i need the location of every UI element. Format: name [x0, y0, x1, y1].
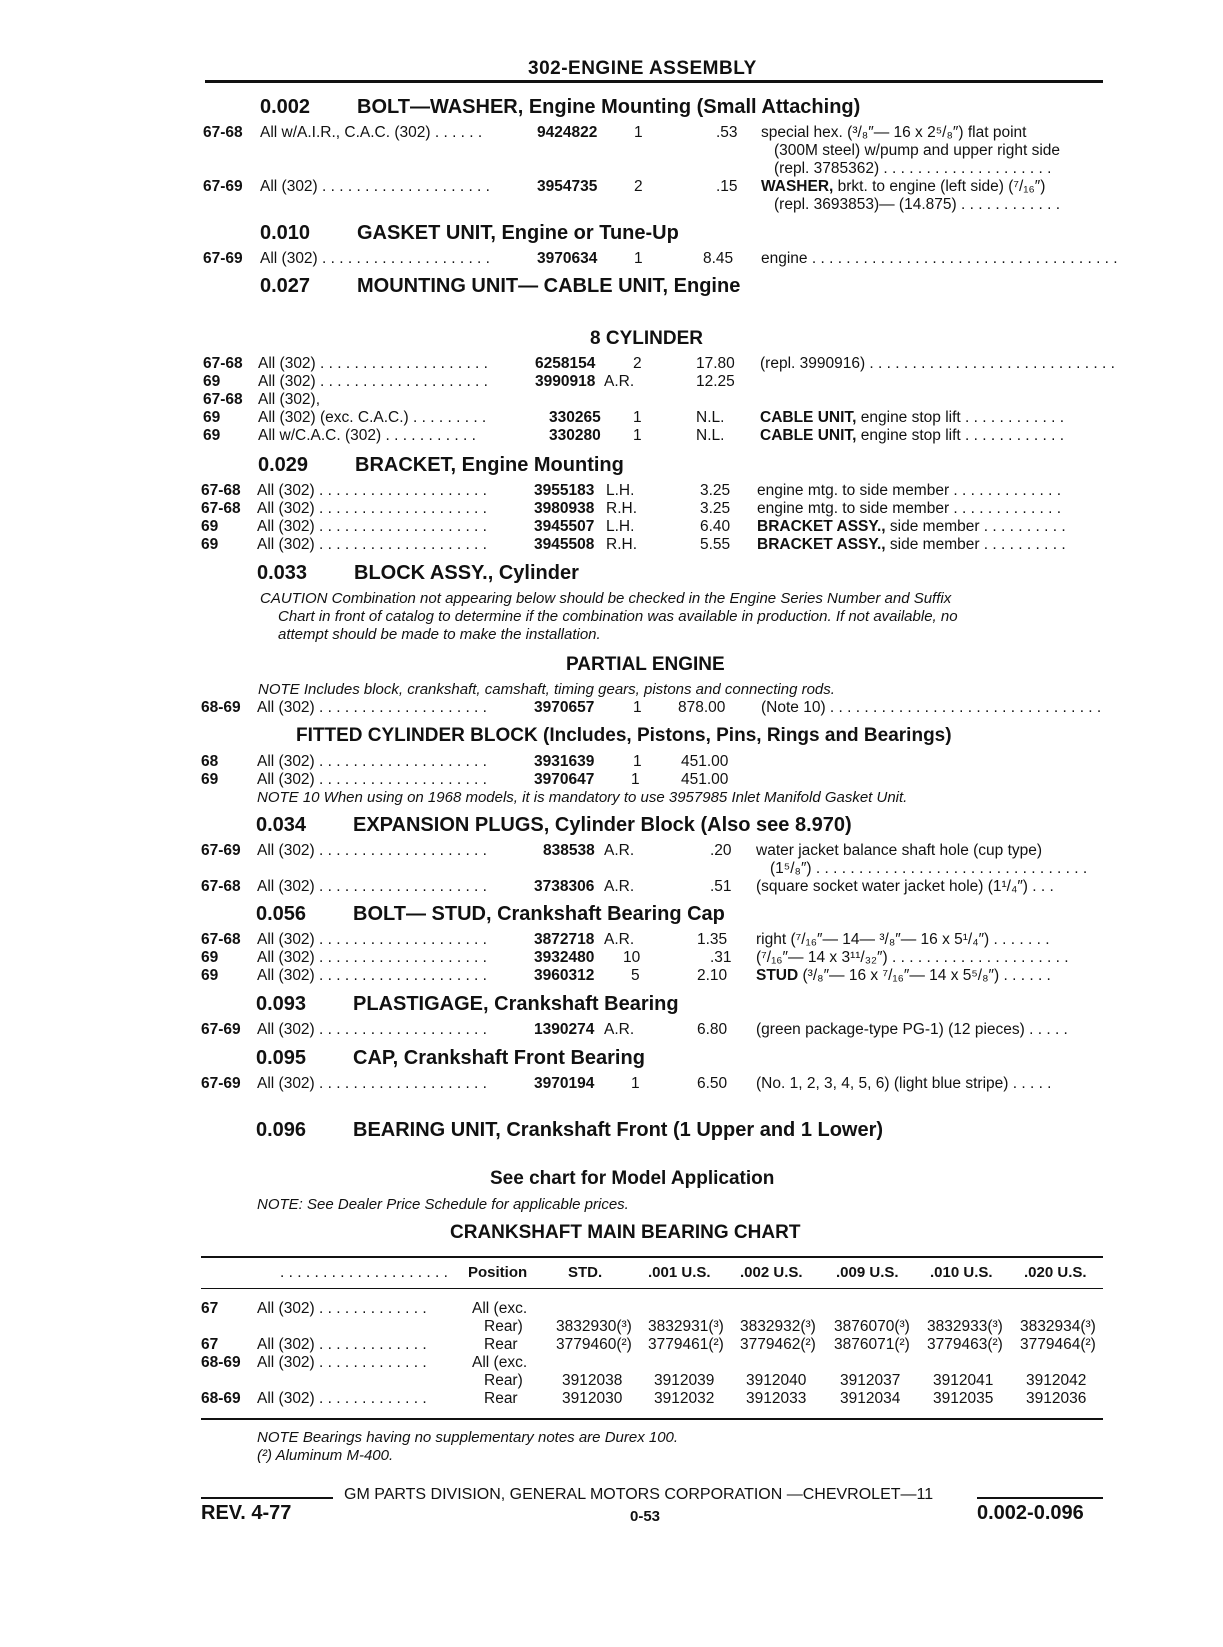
- row-year: 69: [201, 949, 219, 966]
- chart-header-dots: . . . . . . . . . . . . . . . . . . . .: [280, 1264, 448, 1281]
- row-application: All w/A.I.R., C.A.C. (302) . . . . . .: [260, 124, 483, 141]
- row-part-number: 330280: [549, 427, 601, 444]
- row-part-number: 330265: [549, 409, 601, 426]
- row-price: 5.55: [700, 536, 731, 553]
- row-year: 69: [201, 967, 219, 984]
- row-price: .31: [710, 949, 732, 966]
- row-application: All (302) . . . . . . . . . . . . . . . . . . . .: [258, 355, 488, 372]
- row-part-number: 838538: [543, 842, 595, 859]
- chart-cell: 3779463(²): [927, 1336, 1003, 1353]
- chart-top-rule: [201, 1256, 1103, 1258]
- row-description: [761, 178, 1045, 196]
- chart-cell: 3912038: [562, 1372, 623, 1389]
- row-application: All (302) . . . . . . . . . . . . . . . . . . . .: [257, 500, 487, 517]
- row-part-number: 3970194: [534, 1075, 595, 1092]
- row-application: All (302) . . . . . . . . . . . . . . . . . . . .: [257, 842, 487, 859]
- chart-header-020: .020 U.S.: [1024, 1264, 1087, 1281]
- chart-cell: 3832931(³): [648, 1318, 724, 1335]
- chart-cell: 3832933(³): [927, 1318, 1003, 1335]
- row-description-bold: CABLE UNIT,: [760, 427, 857, 444]
- row-application: All (302) . . . . . . . . . . . . . . . . . . . .: [257, 967, 487, 984]
- chart-row-year: 68-69: [201, 1354, 241, 1371]
- row-price: 17.80: [696, 355, 735, 372]
- row-quantity: 1: [633, 753, 642, 770]
- row-description: (⁷/₁₆″— 14 x 3¹¹/₃₂″) . . . . . . . . . . . . . . . . . . . . .: [756, 949, 1069, 966]
- row-description: special hex. (³/₈″— 16 x 2⁵/₈″) flat point: [761, 124, 1027, 141]
- chart-row-position-cont: Rear): [484, 1372, 523, 1389]
- row-part-number: 9424822: [537, 124, 598, 141]
- chart-header-010: .010 U.S.: [930, 1264, 993, 1281]
- caution-note-cont: attempt should be made to make the installation.: [278, 626, 601, 643]
- row-price: 1.35: [697, 931, 728, 948]
- row-part-number: 3980938: [534, 500, 595, 517]
- row-application: All (302) . . . . . . . . . . . . . . . . . . . .: [257, 1021, 487, 1038]
- section-number: 0.027: [260, 275, 311, 297]
- chart-cell: 3912039: [654, 1372, 715, 1389]
- chart-cell: 3779460(²): [556, 1336, 632, 1353]
- chart-cell: 3912041: [933, 1372, 994, 1389]
- chart-cell: 3912034: [840, 1390, 901, 1407]
- row-application: All (302) . . . . . . . . . . . . . . . . . . . .: [260, 178, 490, 195]
- chart-cell: 3912042: [1026, 1372, 1087, 1389]
- chart-cell: 3779462(²): [740, 1336, 816, 1353]
- row-part-number: 3960312: [534, 967, 595, 984]
- bearing-footnote: (²) Aluminum M-400.: [257, 1447, 394, 1464]
- chart-cell: 3779464(²): [1020, 1336, 1096, 1353]
- row-application: All (302) . . . . . . . . . . . . . . . . . . . .: [257, 536, 487, 553]
- row-part-number: 1390274: [534, 1021, 595, 1038]
- chart-header-002: .002 U.S.: [740, 1264, 803, 1281]
- row-description: (No. 1, 2, 3, 4, 5, 6) (light blue stripe) . . . . .: [756, 1075, 1052, 1092]
- chart-cell: 3912037: [840, 1372, 901, 1389]
- chart-row-position: All (exc.: [472, 1300, 528, 1317]
- row-price: .20: [710, 842, 732, 859]
- row-part-number: 6258154: [535, 355, 596, 372]
- chart-cell: 3912030: [562, 1390, 623, 1407]
- row-price: 6.50: [697, 1075, 728, 1092]
- subheading: 8 CYLINDER: [590, 328, 703, 349]
- chart-row-year: 67: [201, 1300, 219, 1317]
- row-price: 8.45: [703, 250, 734, 267]
- row-description: (repl. 3990916) . . . . . . . . . . . . . . . . . . . . . . . . . . . . .: [760, 355, 1115, 372]
- row-price: 2.10: [697, 967, 728, 984]
- row-application: All (302) . . . . . . . . . . . . . . . . . . . .: [257, 482, 487, 499]
- row-quantity: A.R.: [604, 878, 635, 895]
- row-application: All (302) . . . . . . . . . . . . . . . . . . . .: [257, 753, 487, 770]
- footer-rule-left: [201, 1497, 333, 1499]
- section-title: EXPANSION PLUGS, Cylinder Block (Also see 8.970): [353, 814, 852, 836]
- row-description-cont: (repl. 3785362) . . . . . . . . . . . . . . . . . . . .: [774, 160, 1052, 177]
- row-description-text: engine stop lift . . . . . . . . . . . .: [856, 427, 1065, 444]
- row-part-number: 3872718: [534, 931, 595, 948]
- row-description-text: brkt. to engine (left side) (⁷/₁₆″): [833, 178, 1046, 195]
- section-number: 0.095: [256, 1047, 307, 1069]
- row-application: All (302) . . . . . . . . . . . . . . . . . . . .: [260, 250, 490, 267]
- row-application: All (302),: [258, 391, 321, 408]
- subheading: See chart for Model Application: [490, 1168, 775, 1189]
- section-title: MOUNTING UNIT— CABLE UNIT, Engine: [357, 275, 741, 297]
- page-number: 0-53: [630, 1508, 661, 1525]
- row-description: (square socket water jacket hole) (1¹/₄″) . . .: [756, 878, 1054, 895]
- row-description: [757, 518, 1066, 536]
- chart-cell: 3912035: [933, 1390, 994, 1407]
- chart-row-year: 68-69: [201, 1390, 241, 1407]
- chart-cell: 3876070(³): [834, 1318, 910, 1335]
- row-price: 3.25: [700, 500, 731, 517]
- row-price: 6.40: [700, 518, 731, 535]
- row-year: 67-68: [203, 355, 243, 372]
- row-application: All (302) . . . . . . . . . . . . . . . . . . . .: [257, 771, 487, 788]
- header-rule: [205, 80, 1103, 83]
- chart-row-position-cont: Rear): [484, 1318, 523, 1335]
- row-year: 67-68: [201, 500, 241, 517]
- page-title: 302-ENGINE ASSEMBLY: [528, 58, 757, 79]
- row-year: 68-69: [201, 699, 241, 716]
- footer-rule-right: [977, 1497, 1103, 1499]
- chart-header-001: .001 U.S.: [648, 1264, 711, 1281]
- chart-row-position: Rear: [484, 1390, 518, 1407]
- row-quantity: R.H.: [606, 500, 637, 517]
- section-number: 0.033: [257, 562, 308, 584]
- row-part-number: 3955183: [534, 482, 595, 499]
- row-price: 3.25: [700, 482, 731, 499]
- chart-cell: 3832930(³): [556, 1318, 632, 1335]
- section-title: PLASTIGAGE, Crankshaft Bearing: [353, 993, 679, 1015]
- chart-cell: 3832932(³): [740, 1318, 816, 1335]
- row-year: 69: [201, 536, 219, 553]
- chart-row-position: All (exc.: [472, 1354, 528, 1371]
- chart-bottom-rule: [201, 1418, 1103, 1420]
- chart-cell: 3912040: [746, 1372, 807, 1389]
- row-quantity: 1: [634, 250, 643, 267]
- row-quantity: A.R.: [604, 931, 635, 948]
- row-description: [760, 427, 1064, 445]
- chart-header-std: STD.: [568, 1264, 603, 1281]
- row-price: .53: [716, 124, 738, 141]
- row-year: 69: [201, 771, 219, 788]
- chart-row-application: All (302) . . . . . . . . . . . . .: [257, 1354, 427, 1371]
- chart-row-application: All (302) . . . . . . . . . . . . .: [257, 1336, 427, 1353]
- row-description: water jacket balance shaft hole (cup type): [756, 842, 1043, 859]
- row-description: [760, 409, 1064, 427]
- row-year: 68: [201, 753, 219, 770]
- partial-note: NOTE Includes block, crankshaft, camshaft, timing gears, pistons and connecting rods.: [258, 681, 835, 698]
- row-description-text: (³/₈″— 16 x ⁷/₁₆″— 14 x 5⁵/₈″) . . . . . .: [798, 967, 1051, 984]
- chart-cell: 3912033: [746, 1390, 807, 1407]
- row-description-cont: (repl. 3693853)— (14.875) . . . . . . . . . . . .: [774, 196, 1061, 213]
- row-description-bold: CABLE UNIT,: [760, 409, 857, 426]
- caution-note: CAUTION Combination not appearing below should be checked in the Engine Series Number and Suffix: [260, 590, 952, 607]
- row-quantity: 1: [633, 427, 642, 444]
- row-year: 67-69: [203, 250, 243, 267]
- row-price: .51: [710, 878, 732, 895]
- row-part-number: 3931639: [534, 753, 595, 770]
- row-description: right (⁷/₁₆″— 14— ³/₈″— 16 x 5¹/₄″) . . . . . . .: [756, 931, 1050, 948]
- section-title: BOLT—WASHER, Engine Mounting (Small Attaching): [357, 96, 861, 118]
- chart-cell: 3832934(³): [1020, 1318, 1096, 1335]
- chart-row-application: All (302) . . . . . . . . . . . . .: [257, 1300, 427, 1317]
- section-number: 0.034: [256, 814, 307, 836]
- section-title: BRACKET, Engine Mounting: [355, 454, 624, 476]
- row-quantity: 1: [631, 1075, 640, 1092]
- section-number: 0.056: [256, 903, 307, 925]
- row-year: 69: [203, 373, 221, 390]
- chart-cell: 3912036: [1026, 1390, 1087, 1407]
- chart-row-year: 67: [201, 1336, 219, 1353]
- section-title: BEARING UNIT, Crankshaft Front (1 Upper and 1 Lower): [353, 1119, 884, 1141]
- row-quantity: A.R.: [604, 1021, 635, 1038]
- row-description: [756, 967, 1051, 985]
- row-quantity: L.H.: [606, 518, 635, 535]
- row-year: 67-69: [201, 1075, 241, 1092]
- row-year: 67-69: [201, 842, 241, 859]
- row-description-bold: WASHER,: [761, 178, 834, 195]
- row-description: engine . . . . . . . . . . . . . . . . . . . . . . . . . . . . . . . . . . . .: [761, 250, 1118, 267]
- row-year: 67-69: [203, 178, 243, 195]
- section-number: 0.010: [260, 222, 311, 244]
- row-year: 69: [201, 518, 219, 535]
- footer-publisher: GM PARTS DIVISION, GENERAL MOTORS CORPORATION —CHEVROLET—11: [344, 1486, 934, 1503]
- chart-cell: 3779461(²): [648, 1336, 724, 1353]
- row-application: All (302) . . . . . . . . . . . . . . . . . . . .: [257, 931, 487, 948]
- row-application: All w/C.A.C. (302) . . . . . . . . . . .: [258, 427, 476, 444]
- section-title: BOLT— STUD, Crankshaft Bearing Cap: [353, 903, 725, 925]
- chart-cell: 3876071(²): [834, 1336, 910, 1353]
- row-quantity: R.H.: [606, 536, 637, 553]
- section-number: 0.002: [260, 96, 311, 118]
- subheading: PARTIAL ENGINE: [566, 654, 725, 675]
- caution-note-cont: Chart in front of catalog to determine if the combination was available in production. If not available, no: [278, 608, 958, 625]
- bearing-note: NOTE Bearings having no supplementary notes are Durex 100.: [257, 1429, 679, 1446]
- chart-header-position: Position: [468, 1264, 528, 1281]
- section-title: BLOCK ASSY., Cylinder: [354, 562, 579, 584]
- row-description: (green package-type PG-1) (12 pieces) . . . . .: [756, 1021, 1068, 1038]
- section-title: CAP, Crankshaft Front Bearing: [353, 1047, 645, 1069]
- row-year: 69: [203, 409, 221, 426]
- row-year: 67-68: [201, 482, 241, 499]
- row-quantity: L.H.: [606, 482, 635, 499]
- row-price: .15: [716, 178, 738, 195]
- row-application: All (302) . . . . . . . . . . . . . . . . . . . .: [258, 373, 488, 390]
- row-part-number: 3738306: [534, 878, 595, 895]
- row-quantity: A.R.: [604, 373, 635, 390]
- row-year: 67-68: [203, 124, 243, 141]
- row-part-number: 3945507: [534, 518, 595, 535]
- row-price: 451.00: [681, 771, 729, 788]
- row-application: All (302) . . . . . . . . . . . . . . . . . . . .: [257, 949, 487, 966]
- chart-cell: 3912032: [654, 1390, 715, 1407]
- row-part-number: 3932480: [534, 949, 595, 966]
- row-part-number: 3970647: [534, 771, 595, 788]
- row-part-number: 3970657: [534, 699, 595, 716]
- revision-label: REV. 4-77: [201, 1502, 292, 1524]
- row-description-text: side member . . . . . . . . . .: [885, 536, 1066, 553]
- row-year: 67-68: [201, 931, 241, 948]
- row-description: [757, 536, 1066, 554]
- row-application: All (302) . . . . . . . . . . . . . . . . . . . .: [257, 878, 487, 895]
- dealer-note: NOTE: See Dealer Price Schedule for applicable prices.: [257, 1196, 629, 1213]
- row-application: All (302) . . . . . . . . . . . . . . . . . . . .: [257, 699, 487, 716]
- chart-row-application: All (302) . . . . . . . . . . . . .: [257, 1390, 427, 1407]
- chart-header-rule: [201, 1288, 1103, 1289]
- row-part-number: 3970634: [537, 250, 598, 267]
- row-price: 12.25: [696, 373, 735, 390]
- row-description: engine mtg. to side member . . . . . . . . . . . . .: [757, 482, 1062, 499]
- row-year: 67-68: [201, 878, 241, 895]
- row-quantity: 10: [623, 949, 641, 966]
- row-description-bold: BRACKET ASSY.,: [757, 518, 886, 535]
- row-description: engine mtg. to side member . . . . . . . . . . . . .: [757, 500, 1062, 517]
- row-quantity: 1: [633, 409, 642, 426]
- subheading: FITTED CYLINDER BLOCK (Includes, Pistons, Pins, Rings and Bearings): [296, 725, 952, 746]
- row-quantity: 1: [633, 699, 642, 716]
- row-part-number: 3954735: [537, 178, 598, 195]
- section-number: 0.093: [256, 993, 307, 1015]
- row-quantity: 1: [631, 771, 640, 788]
- row-quantity: 5: [631, 967, 640, 984]
- row-price: N.L.: [696, 427, 725, 444]
- chart-header-009: .009 U.S.: [836, 1264, 899, 1281]
- note-10: NOTE 10 When using on 1968 models, it is mandatory to use 3957985 Inlet Manifold Gasket Unit.: [257, 789, 908, 806]
- row-quantity: 2: [633, 355, 642, 372]
- row-price: 6.80: [697, 1021, 728, 1038]
- row-quantity: 2: [634, 178, 643, 195]
- section-number: 0.096: [256, 1119, 307, 1141]
- row-description-bold: STUD: [756, 967, 799, 984]
- row-quantity: 1: [634, 124, 643, 141]
- section-number: 0.029: [258, 454, 309, 476]
- row-application: All (302) . . . . . . . . . . . . . . . . . . . .: [257, 518, 487, 535]
- row-description-bold: BRACKET ASSY.,: [757, 536, 886, 553]
- row-year: 67-68: [203, 391, 243, 408]
- row-quantity: A.R.: [604, 842, 635, 859]
- row-price: 451.00: [681, 753, 729, 770]
- row-application: All (302) (exc. C.A.C.) . . . . . . . . .: [258, 409, 487, 426]
- row-part-number: 3945508: [534, 536, 595, 553]
- row-description-cont: (300M steel) w/pump and upper right side: [774, 142, 1061, 159]
- row-description-text: side member . . . . . . . . . .: [885, 518, 1066, 535]
- row-application: All (302) . . . . . . . . . . . . . . . . . . . .: [257, 1075, 487, 1092]
- row-part-number: 3990918: [535, 373, 596, 390]
- row-description-cont: (1⁵/₈″) . . . . . . . . . . . . . . . . . . . . . . . . . . . . . . . .: [770, 860, 1088, 877]
- row-description: (Note 10) . . . . . . . . . . . . . . . . . . . . . . . . . . . . . . . .: [761, 699, 1102, 716]
- row-description-text: engine stop lift . . . . . . . . . . . .: [856, 409, 1065, 426]
- section-title: GASKET UNIT, Engine or Tune-Up: [357, 222, 679, 244]
- row-price: N.L.: [696, 409, 725, 426]
- chart-row-position: Rear: [484, 1336, 518, 1353]
- row-year: 69: [203, 427, 221, 444]
- row-price: 878.00: [678, 699, 726, 716]
- row-year: 67-69: [201, 1021, 241, 1038]
- chart-title: CRANKSHAFT MAIN BEARING CHART: [450, 1222, 801, 1243]
- page-range: 0.002-0.096: [977, 1502, 1084, 1524]
